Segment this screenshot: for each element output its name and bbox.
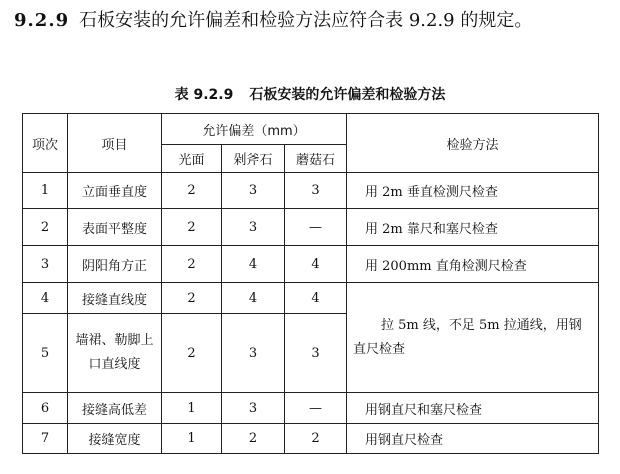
header-row xyxy=(23,114,599,145)
row-axe: 2 xyxy=(222,424,285,454)
table-caption-title: 石板安装的允许偏差和检验方法 xyxy=(249,87,446,103)
row-method: 用 2m 靠尺和塞尺检查 xyxy=(347,209,599,246)
table-row xyxy=(23,424,599,454)
row-method: 用 200mm 直角检测尺检查 xyxy=(347,246,599,283)
row-index: 4 xyxy=(23,283,68,314)
row-axe: 4 xyxy=(222,246,285,283)
row-index: 7 xyxy=(23,424,68,454)
row-mushroom: 4 xyxy=(285,283,347,314)
row-mushroom: — xyxy=(285,393,347,424)
row-item: 墙裙、勒脚上口直线度 xyxy=(68,314,162,393)
row-polished: 1 xyxy=(162,393,222,424)
row-item: 接缝宽度 xyxy=(68,424,162,454)
row-method: 用钢直尺和塞尺检查 xyxy=(347,393,599,424)
table-row xyxy=(23,283,599,314)
row-mushroom: 2 xyxy=(285,424,347,454)
row-item: 阴阳角方正 xyxy=(68,246,162,283)
clause-text: 石板安装的允许偏差和检验方法应符合表 9.2.9 的规定。 xyxy=(79,10,533,31)
row-mushroom: 3 xyxy=(285,314,347,393)
row-item: 表面平整度 xyxy=(68,209,162,246)
row-polished: 2 xyxy=(162,314,222,393)
row-axe: 3 xyxy=(222,173,285,209)
tolerance-table xyxy=(22,113,599,454)
row-method: 用钢直尺检查 xyxy=(347,424,599,454)
row-index: 3 xyxy=(23,246,68,283)
row-polished: 2 xyxy=(162,209,222,246)
clause-number: 9.2.9 xyxy=(14,10,70,31)
row-axe: 3 xyxy=(222,393,285,424)
header-axe: 剁斧石 xyxy=(222,145,285,173)
table-caption xyxy=(0,84,620,104)
row-index: 1 xyxy=(23,173,68,209)
row-axe: 3 xyxy=(222,314,285,393)
row-index: 5 xyxy=(23,314,68,393)
clause-paragraph xyxy=(14,6,610,36)
row-item: 接缝直线度 xyxy=(68,283,162,314)
row-index: 2 xyxy=(23,209,68,246)
row-index: 6 xyxy=(23,393,68,424)
row-mushroom: 3 xyxy=(285,173,347,209)
row-polished: 2 xyxy=(162,246,222,283)
row-mushroom: 4 xyxy=(285,246,347,283)
header-method: 检验方法 xyxy=(347,114,599,173)
row-method-shared: 拉 5m 线，不足 5m 拉通线，用钢直尺检查 xyxy=(347,283,599,393)
header-polished: 光面 xyxy=(162,145,222,173)
table-caption-number: 表 9.2.9 xyxy=(174,87,234,103)
header-item: 项目 xyxy=(68,114,162,173)
row-item: 接缝高低差 xyxy=(68,393,162,424)
row-axe: 4 xyxy=(222,283,285,314)
table-row xyxy=(23,173,599,209)
row-polished: 2 xyxy=(162,283,222,314)
row-method: 用 2m 垂直检测尺检查 xyxy=(347,173,599,209)
table-row xyxy=(23,246,599,283)
row-polished: 2 xyxy=(162,173,222,209)
header-index: 项次 xyxy=(23,114,68,173)
header-mushroom: 蘑菇石 xyxy=(285,145,347,173)
table-row xyxy=(23,209,599,246)
row-polished: 1 xyxy=(162,424,222,454)
header-tolerance-group: 允许偏差（mm） xyxy=(162,114,347,145)
row-axe: 3 xyxy=(222,209,285,246)
row-mushroom: — xyxy=(285,209,347,246)
table-row xyxy=(23,393,599,424)
row-item: 立面垂直度 xyxy=(68,173,162,209)
